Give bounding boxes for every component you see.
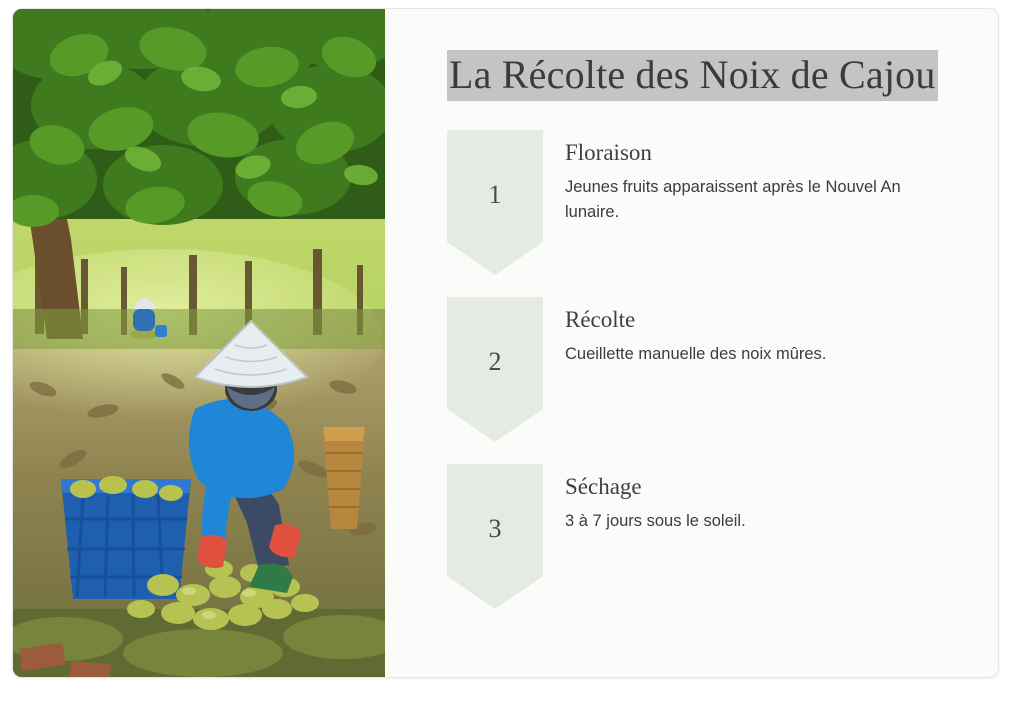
step-text [565, 130, 952, 226]
step-number: 3 [488, 513, 502, 543]
step-number: 1 [488, 179, 502, 209]
step-badge-wrap [447, 297, 543, 442]
list-item [447, 297, 952, 442]
step-title: Floraison [565, 139, 652, 165]
step-title: Séchage [565, 473, 642, 499]
content-card [12, 8, 999, 678]
step-number: 2 [488, 346, 502, 376]
step-description: 3 à 7 jours sous le soleil. [565, 511, 746, 530]
step-badge-wrap [447, 130, 543, 275]
page-title-text: La Récolte des Noix de Cajou [447, 50, 938, 101]
chevron-badge [447, 297, 543, 442]
page-title [447, 47, 952, 104]
cashew-harvest-photo [13, 9, 385, 677]
step-badge-wrap [447, 464, 543, 609]
step-description: Jeunes fruits apparaissent après le Nouvel An lunaire. [565, 177, 901, 222]
list-item [447, 130, 952, 275]
content-panel [385, 9, 998, 677]
step-text [565, 464, 746, 535]
step-text [565, 297, 826, 368]
step-title: Récolte [565, 306, 636, 332]
steps-list [447, 130, 952, 609]
chevron-badge [447, 464, 543, 609]
list-item [447, 464, 952, 609]
photo-illustration [13, 9, 385, 677]
chevron-badge [447, 130, 543, 275]
step-description: Cueillette manuelle des noix mûres. [565, 344, 827, 363]
